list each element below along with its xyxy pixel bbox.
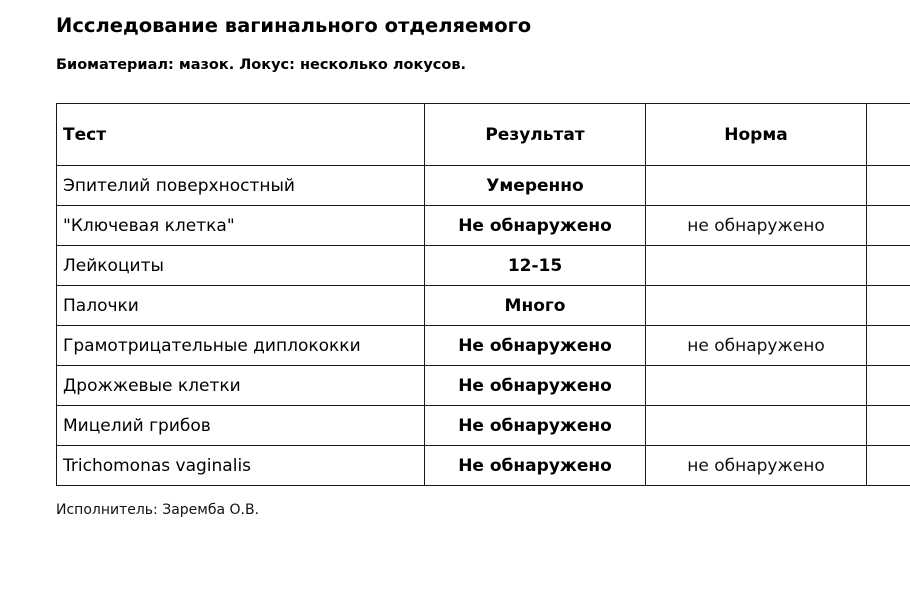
table-row: [57, 446, 910, 486]
test-norm: [646, 286, 867, 326]
test-name: "Ключевая клетка": [57, 206, 425, 246]
table-row: [57, 166, 910, 206]
test-norm: не обнаружено: [646, 326, 867, 366]
results-table: [56, 103, 910, 486]
test-name: Trichomonas vaginalis: [57, 446, 425, 486]
test-norm: [646, 246, 867, 286]
test-norm: [646, 166, 867, 206]
document-title: Исследование вагинального отделяемого: [56, 14, 532, 37]
test-result: Не обнаружено: [425, 406, 646, 446]
table-row: [57, 246, 910, 286]
test-result: Умеренно: [425, 166, 646, 206]
extra-cell: [867, 446, 910, 486]
table-row: [57, 406, 910, 446]
header-result: Результат: [425, 104, 646, 166]
test-result: Не обнаружено: [425, 446, 646, 486]
extra-cell: [867, 406, 910, 446]
test-norm: не обнаружено: [646, 206, 867, 246]
table-row: [57, 206, 910, 246]
header-test: Тест: [57, 104, 425, 166]
test-norm: [646, 366, 867, 406]
extra-cell: [867, 326, 910, 366]
test-name: Лейкоциты: [57, 246, 425, 286]
test-name: Палочки: [57, 286, 425, 326]
test-result: Много: [425, 286, 646, 326]
table-row: [57, 326, 910, 366]
test-result: Не обнаружено: [425, 206, 646, 246]
test-norm: [646, 406, 867, 446]
table-row: [57, 366, 910, 406]
performer-footer: Исполнитель: Зaремба О.В.: [56, 502, 260, 518]
biomaterial-subtitle: Биоматериал: мазок. Локус: несколько локусов.: [56, 57, 467, 73]
header-norm: Норма: [646, 104, 867, 166]
table-header-row: [57, 104, 910, 166]
test-result: 12-15: [425, 246, 646, 286]
extra-cell: [867, 246, 910, 286]
test-name: Грамотрицательные диплококки: [57, 326, 425, 366]
test-result: Не обнаружено: [425, 326, 646, 366]
test-name: Эпителий поверхностный: [57, 166, 425, 206]
test-norm: не обнаружено: [646, 446, 867, 486]
test-name: Дрожжевые клетки: [57, 366, 425, 406]
table-row: [57, 286, 910, 326]
extra-cell: [867, 206, 910, 246]
test-result: Не обнаружено: [425, 366, 646, 406]
test-name: Мицелий грибов: [57, 406, 425, 446]
extra-cell: [867, 366, 910, 406]
header-extra-column: [867, 104, 910, 166]
extra-cell: [867, 286, 910, 326]
extra-cell: [867, 166, 910, 206]
